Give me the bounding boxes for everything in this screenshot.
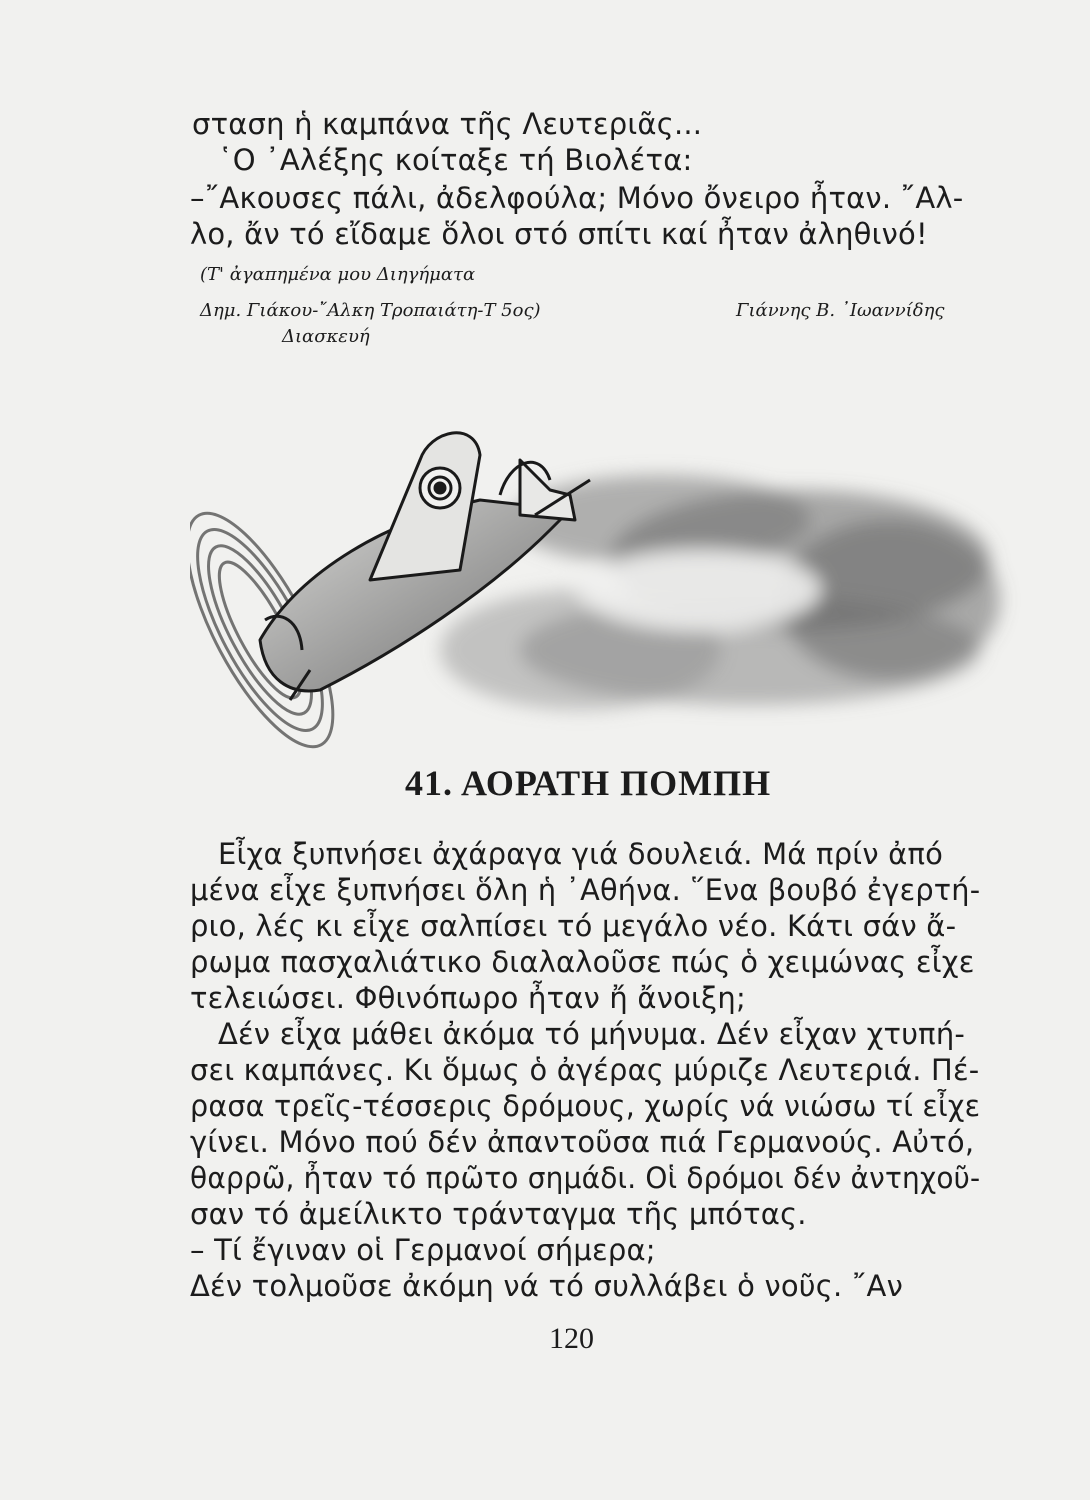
continuation-line-1: σταση ἡ καμπάνα τῆς Λευτεριᾶς...: [192, 107, 703, 141]
source-title: (Τ' ἀγαπημένα μου Διηγήματα: [200, 264, 476, 285]
body-line-5: τελειώσει. Φθινόπωρο ἦταν ἤ ἄνοιξη;: [190, 981, 746, 1015]
continuation-line-4: λο, ἄν τό εἴδαμε ὅλοι στό σπίτι καί ἦταν ἀληθινό!: [190, 217, 928, 251]
body-line-11: σαν τό ἀμείλικτο τράνταγμα τῆς μπότας.: [190, 1197, 807, 1231]
airplane-illustration: [190, 400, 1030, 760]
body-line-13: Δέν τολμοῦσε ἀκόμη νά τό συλλάβει ὁ νοῦς. ῎Αν: [190, 1269, 903, 1303]
body-line-10: θαρρῶ, ἦταν τό πρῶτο σημάδι. Οἱ δρόμοι δέν ἀντηχοῦ-: [190, 1161, 981, 1195]
body-line-6: Δέν εἶχα μάθει ἀκόμα τό μήνυμα. Δέν εἶχαν χτυπή-: [218, 1017, 966, 1051]
body-line-4: ρωμα πασχαλιάτικο διαλαλοῦσε πώς ὁ χειμώνας εἶχε: [190, 945, 975, 979]
body-line-12: – Τί ἔγιναν οἱ Γερμανοί σήμερα;: [190, 1233, 656, 1267]
body-line-8: ρασα τρεῖς-τέσσερις δρόμους, χωρίς νά νιώσω τί εἶχε: [190, 1089, 981, 1123]
chapter-title: 41. ΑΟΡΑΤΗ ΠΟΜΠΗ: [405, 763, 772, 803]
body-line-9: γίνει. Μόνο πού δέν ἀπαντοῦσα πιά Γερμανούς. Αὐτό,: [190, 1125, 975, 1159]
body-line-1: Εἶχα ξυπνήσει ἀχάραγα γιά δουλειά. Μά πρίν ἀπό: [218, 837, 944, 871]
continuation-line-3: –῎Ακουσες πάλι, ἀδελφούλα; Μόνο ὄνειρο ἦταν. ῎Αλ-: [190, 181, 964, 215]
body-line-3: ριο, λές κι εἶχε σαλπίσει τό μεγάλο νέο. Κάτι σάν ἄ-: [190, 909, 957, 943]
body-line-7: σει καμπάνες. Κι ὅμως ὁ ἀγέρας μύριζε Λευτεριά. Πέ-: [190, 1053, 980, 1087]
source-authors: Δημ. Γιάκου-῎Αλκη Τροπαιάτη-Τ 5ος): [200, 300, 541, 321]
continuation-line-2: ῾Ο ᾿Αλέξης κοίταξε τή Βιολέτα:: [218, 143, 693, 177]
source-author-name: Γιάννης Β. ᾿Ιωαννίδης: [736, 300, 945, 321]
source-adaptation: Διασκευή: [282, 326, 370, 347]
body-line-2: μένα εἶχε ξυπνήσει ὅλη ἡ ᾿Αθήνα. ῞Ενα βουβό ἐγερτή-: [190, 873, 981, 907]
page-number: 120: [549, 1322, 594, 1355]
